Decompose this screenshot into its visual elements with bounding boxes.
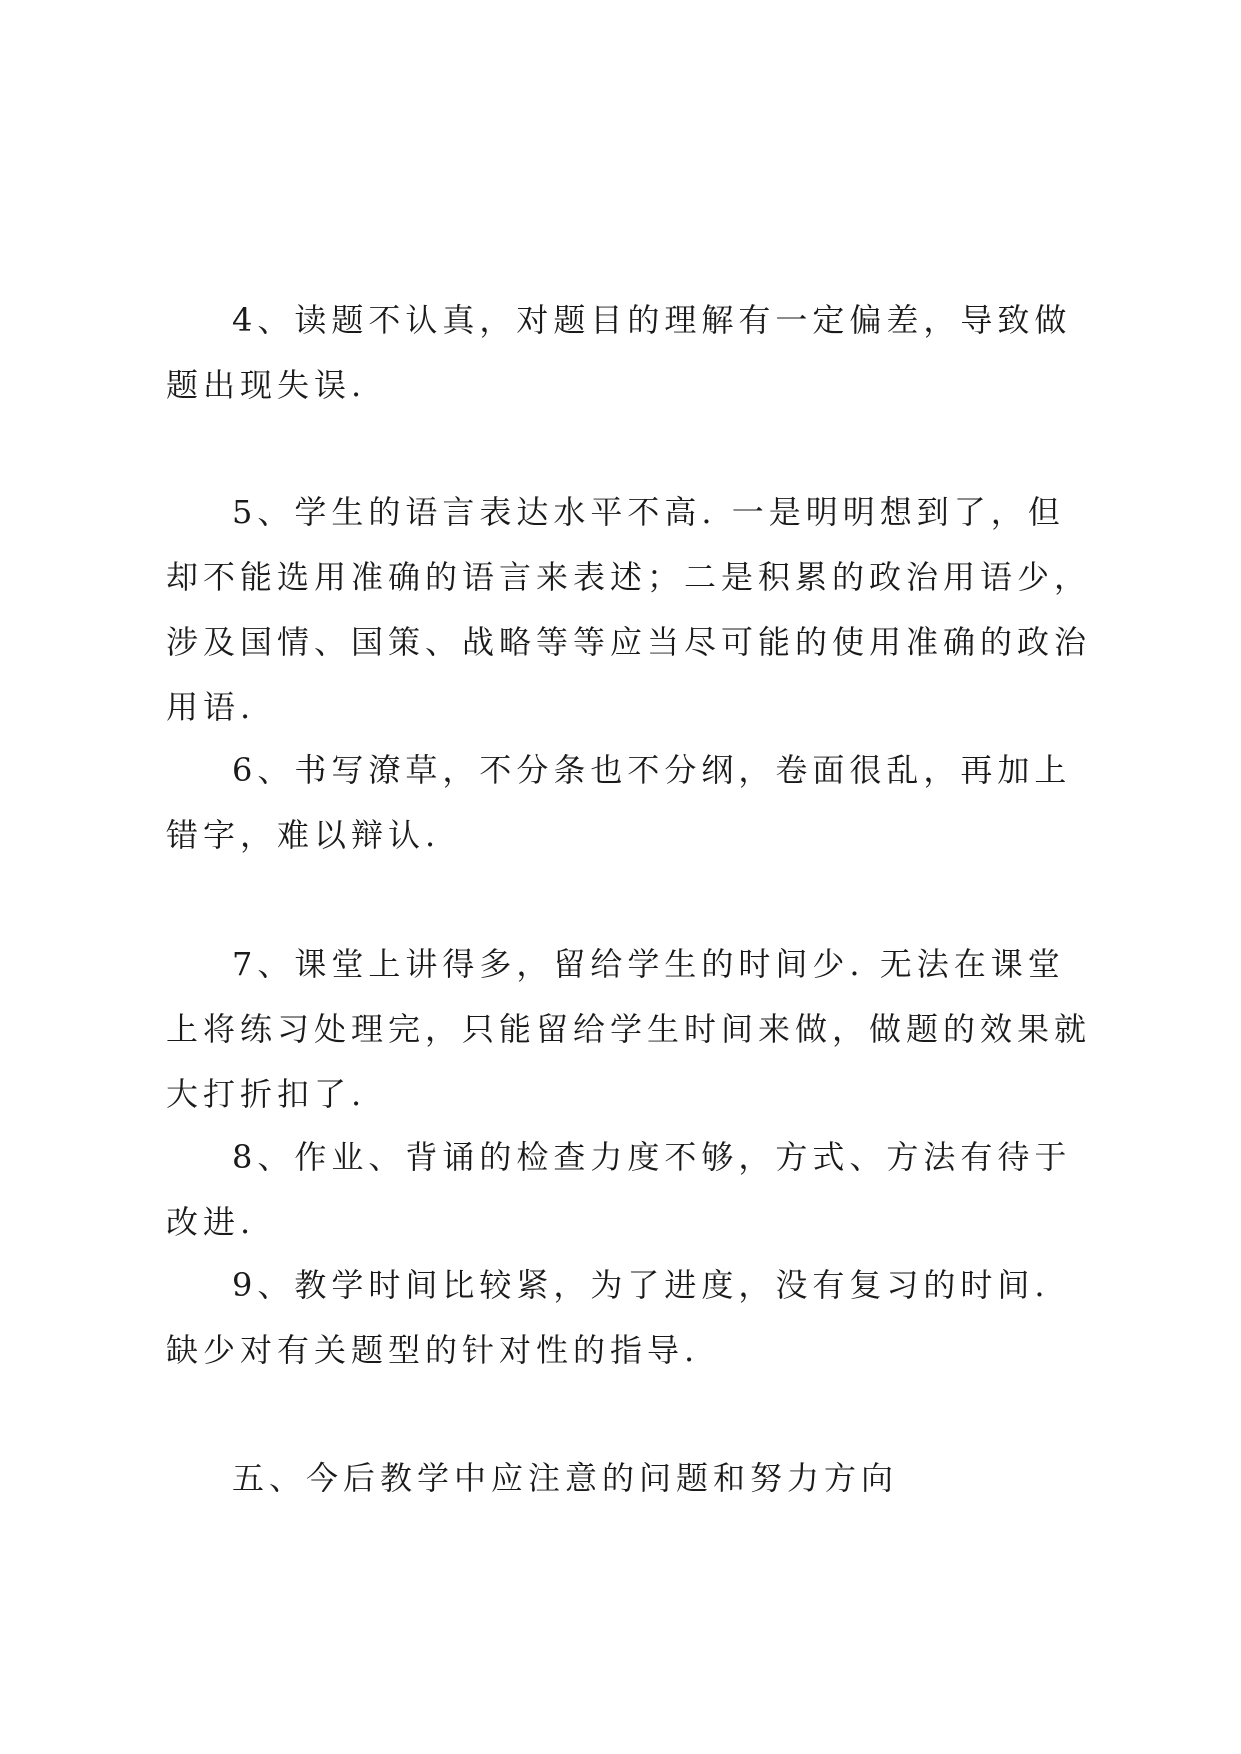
paragraph-9: 9、教学时间比较紧，为了进度，没有复习的时间. 缺少对有关题型的针对性的指导.	[166, 1266, 1050, 1369]
section-heading: 五、今后教学中应注意的问题和努力方向	[232, 1459, 899, 1497]
paragraph-5: 5、学生的语言表达水平不高. 一是明明想到了，但却不能选用准确的语言来表述；二是积累的政治用语少，涉及国情、国策、战略等等应当尽可能的使用准确的政治用语.	[166, 493, 1092, 726]
paragraph-4: 4、读题不认真，对题目的理解有一定偏差，导致做题出现失误.	[166, 301, 1072, 404]
paragraph-6: 6、书写潦草，不分条也不分纲，卷面很乱，再加上错字，难以辩认.	[166, 751, 1072, 854]
paragraph-8: 8、作业、背诵的检查力度不够，方式、方法有待于改进.	[166, 1138, 1072, 1241]
paragraph-7: 7、课堂上讲得多，留给学生的时间少. 无法在课堂上将练习处理完，只能留给学生时间来做，做题的效果就大打折扣了.	[166, 945, 1092, 1113]
